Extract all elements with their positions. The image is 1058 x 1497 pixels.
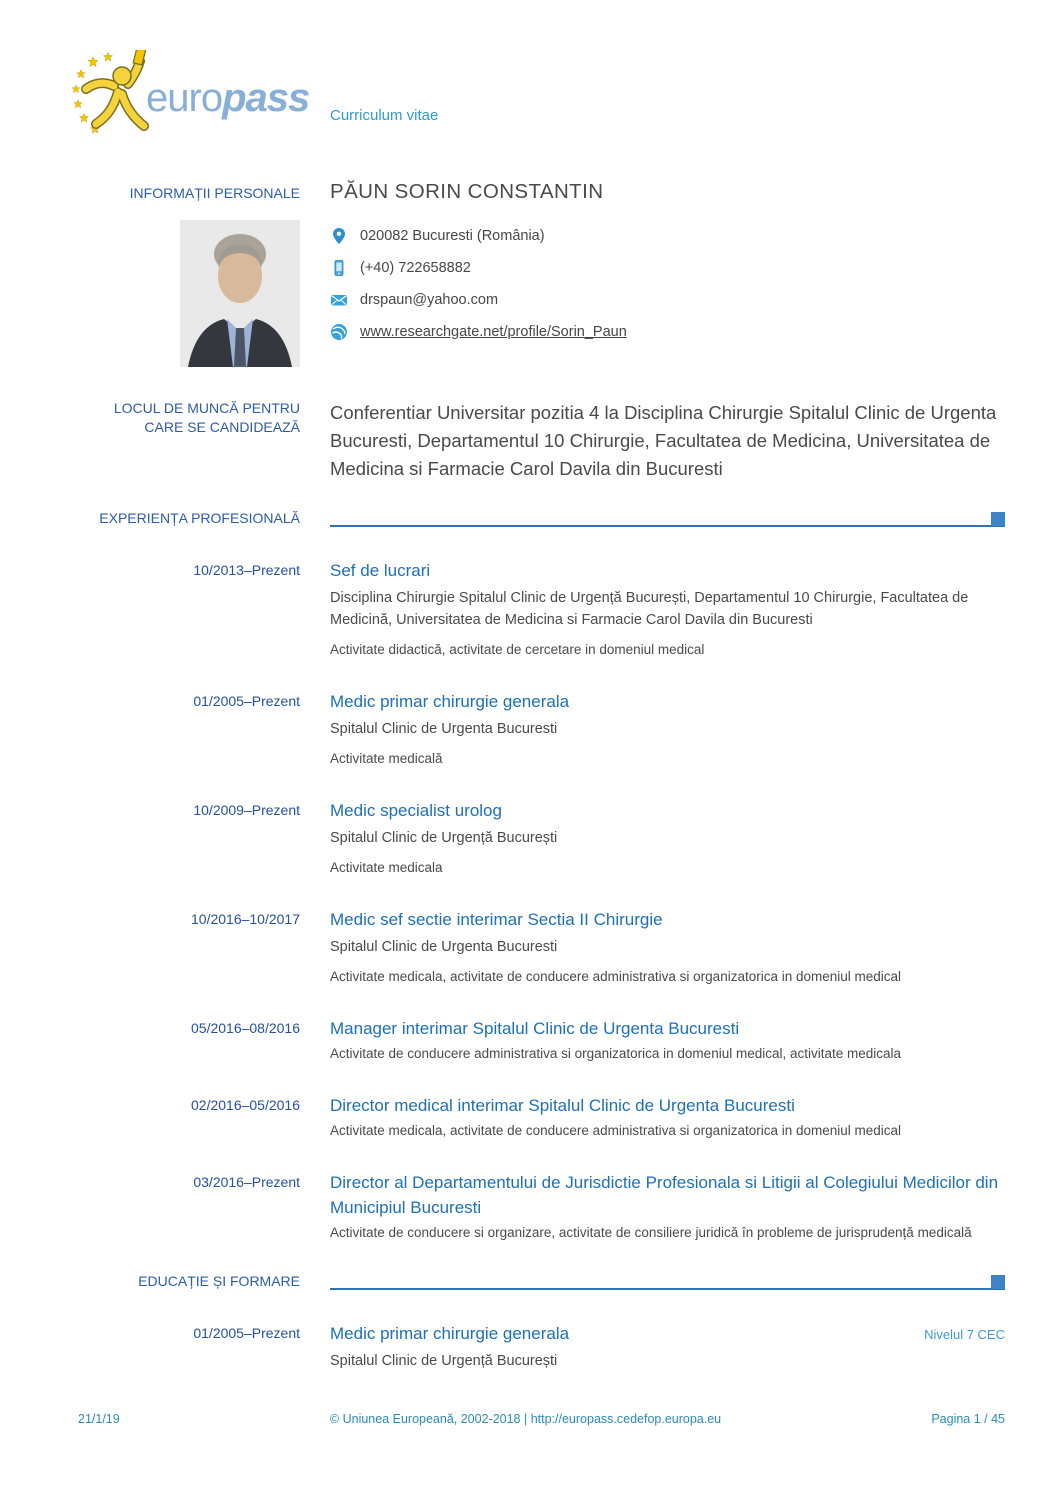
experience-label: EXPERIENȚA PROFESIONALĂ	[99, 510, 300, 526]
job-applied-text: Conferentiar Universitar pozitia 4 la Disciplina Chirurgie Spitalul Clinic de Urgenta Bucuresti, Departamentul 10 Chirurgie, Facultatea de Medicina, Universitatea de Medicina si Farmacie Carol Davila din Bucuresti	[330, 402, 997, 479]
entry-title: Medic primar chirurgie generala	[330, 692, 570, 711]
entry-description: Activitate medicala, activitate de conducere administrativa si organizatorica in domeniul medical	[330, 969, 902, 984]
footer-copyright: © Uniunea Europeană, 2002-2018 | http://europass.cedefop.europa.eu	[329, 1412, 722, 1426]
entry-body	[330, 689, 569, 768]
profile-photo	[180, 220, 300, 367]
entry-body	[330, 1170, 1005, 1242]
eqf-level-badge: Nivelul 7 CEC	[924, 1327, 1005, 1342]
entry-title: Medic primar chirurgie generala	[330, 1324, 570, 1343]
entry-period: 10/2016–10/2017	[191, 911, 300, 927]
location-pin-icon	[330, 227, 348, 245]
page-footer	[78, 1412, 1005, 1426]
footer-date: 21/1/19	[78, 1412, 120, 1426]
entry-period: 01/2005–Prezent	[193, 1325, 300, 1341]
experience-entry	[78, 689, 1005, 768]
entry-title: Sef de lucrari	[330, 561, 431, 580]
address-text: 020082 Bucuresti (România)	[360, 228, 545, 244]
experience-section-header	[78, 509, 1005, 528]
experience-entry	[78, 1170, 1005, 1242]
entry-period: 03/2016–Prezent	[193, 1174, 300, 1190]
entry-description: Activitate medicală	[330, 751, 443, 766]
address-row	[330, 220, 627, 252]
globe-icon	[330, 323, 348, 341]
experience-entry	[78, 558, 1005, 659]
entry-organization: Disciplina Chirurgie Spitalul Clinic de Urgență București, Departamentul 10 Chirurgie, Facultatea de Medicină, Universitatea de Medicina si Farmacie Carol Davila din Bucuresti	[330, 590, 969, 628]
email-row	[330, 284, 627, 316]
website-link[interactable]: www.researchgate.net/profile/Sorin_Paun	[360, 324, 627, 340]
entry-period: 10/2013–Prezent	[193, 562, 300, 578]
photo-cell	[78, 220, 300, 367]
education-label: EDUCAȚIE ȘI FORMARE	[138, 1273, 300, 1289]
entry-period: 02/2016–05/2016	[191, 1097, 300, 1113]
entry-body	[330, 1016, 901, 1063]
entry-period: 05/2016–08/2016	[191, 1020, 300, 1036]
experience-entry	[78, 1093, 1005, 1140]
entry-body	[330, 1321, 1005, 1372]
footer-page-number: Pagina 1 / 45	[931, 1412, 1005, 1426]
entry-description: Activitate de conducere si organizare, activitate de consiliere juridică în probleme de jurisprudență medicală	[330, 1225, 972, 1240]
doc-type-label: Curriculum vitae	[330, 107, 439, 124]
entry-body	[330, 907, 901, 986]
entry-title: Medic sef sectie interimar Sectia II Chirurgie	[330, 910, 663, 929]
entry-description: Activitate medicala	[330, 860, 443, 875]
section-rule	[330, 512, 1005, 528]
job-applied-label: LOCUL DE MUNCĂ PENTRU CARE SE CANDIDEAZĂ	[113, 400, 300, 435]
entry-description: Activitate medicala, activitate de conducere administrativa si organizatorica in domeniul medical	[330, 1123, 902, 1138]
europass-logo	[72, 50, 309, 138]
europass-figure-icon	[72, 50, 150, 138]
entry-description: Activitate didactică, activitate de cercetare in domeniul medical	[330, 642, 705, 657]
entry-description: Activitate de conducere administrativa si organizatorica in domeniul medical, activitate medicala	[330, 1046, 902, 1061]
entry-title: Director medical interimar Spitalul Clinic de Urgenta Bucuresti	[330, 1096, 795, 1115]
section-rule-line	[330, 525, 1005, 527]
phone-text: (+40) 722658882	[360, 260, 471, 276]
entry-period: 10/2009–Prezent	[193, 802, 300, 818]
contact-section	[78, 220, 1005, 367]
europass-wordmark	[146, 78, 309, 118]
logo-euro-text: euro	[146, 76, 223, 120]
entry-title: Director al Departamentului de Jurisdictie Profesionala si Litigii al Colegiului Medicilor din Municipiul Bucuresti	[330, 1173, 999, 1217]
job-applied-section	[78, 399, 1005, 483]
mobile-phone-icon	[330, 259, 348, 277]
section-rule-endcap	[991, 512, 1005, 526]
email-text: drspaun@yahoo.com	[360, 292, 499, 308]
header	[78, 50, 1005, 138]
phone-row	[330, 252, 627, 284]
entry-body	[330, 558, 1005, 659]
entry-body	[330, 1093, 901, 1140]
education-section-header	[78, 1272, 1005, 1291]
section-rule	[330, 1275, 1005, 1291]
entry-title: Medic specialist urolog	[330, 801, 502, 820]
logo-pass-text: pass	[222, 76, 310, 120]
website-row	[330, 316, 627, 348]
experience-entry	[78, 798, 1005, 877]
person-name: PĂUN SORIN CONSTANTIN	[330, 180, 604, 203]
envelope-icon	[330, 291, 348, 309]
entry-body	[330, 798, 557, 877]
section-rule-line	[330, 1288, 1005, 1290]
contact-list	[330, 220, 627, 367]
education-entry	[78, 1321, 1005, 1372]
entry-organization: Spitalul Clinic de Urgență București	[330, 830, 558, 846]
entry-title-row	[330, 1321, 1005, 1346]
personal-info-label: INFORMAȚII PERSONALE	[129, 185, 300, 201]
entry-period: 01/2005–Prezent	[193, 693, 300, 709]
entry-organization: Spitalul Clinic de Urgență București	[330, 1353, 558, 1369]
entry-organization: Spitalul Clinic de Urgenta Bucuresti	[330, 939, 558, 955]
entry-organization: Spitalul Clinic de Urgenta Bucuresti	[330, 721, 558, 737]
section-rule-endcap	[991, 1275, 1005, 1289]
entry-title: Manager interimar Spitalul Clinic de Urgenta Bucuresti	[330, 1019, 740, 1038]
personal-info-section	[78, 180, 1005, 204]
experience-entry	[78, 907, 1005, 986]
experience-entry	[78, 1016, 1005, 1063]
